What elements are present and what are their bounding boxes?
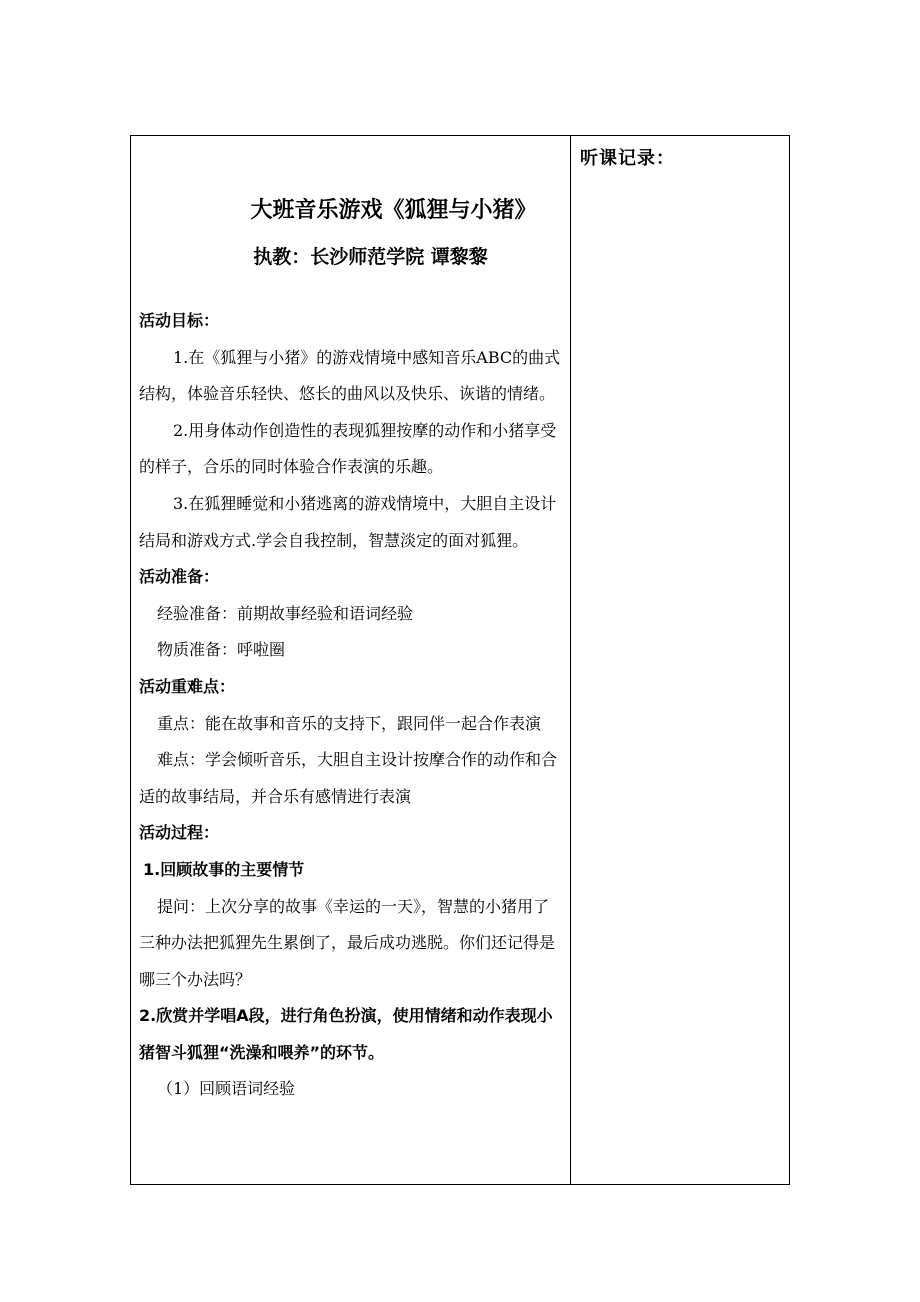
page-title: 大班音乐游戏《狐狸与小猪》 <box>250 198 537 223</box>
key-point: 重点：能在故事和音乐的支持下，跟同伴一起合作表演 <box>157 713 542 733</box>
step-1-text: 提问：上次分享的故事《幸运的一天》，智慧的小猪用了三种办法把狐狸先生累倒了，最后成功逃脱。你们还记得是哪三个办法吗？ <box>139 896 556 989</box>
step-2-title: 2.欣赏并学唱A段，进行角色扮演，使用情绪和动作表现小猪智斗狐狸“洗澡和喂养”的环节。 <box>139 1006 553 1062</box>
record-label: 听课记录： <box>580 148 675 169</box>
step-2-sub-1: （1）回顾语词经验 <box>157 1079 296 1099</box>
goal-3: 3.在狐狸睡觉和小猪逃离的游戏情境中，大胆自主设计结局和游戏方式.学会自我控制，智慧淡定的面对狐狸。 <box>139 493 557 550</box>
process-heading: 活动过程： <box>139 823 220 843</box>
lesson-table <box>130 135 790 1185</box>
step-1-title: 1.回顾故事的主要情节 <box>143 859 305 879</box>
lesson-body <box>139 303 564 1108</box>
record-notes-cell <box>571 136 789 1184</box>
prep-experience: 经验准备：前期故事经验和语词经验 <box>157 603 414 623</box>
key-points-heading: 活动重难点： <box>139 676 236 696</box>
prep-materials: 物质准备：呼啦圈 <box>157 640 286 660</box>
difficult-point: 难点：学会倾听音乐，大胆自主设计按摩合作的动作和合适的故事结局，并合乐有感情进行表演 <box>139 750 558 806</box>
goal-1: 1.在《狐狸与小猪》的游戏情境中感知音乐ABC的曲式结构，体验音乐轻快、悠长的曲风以及快乐、诙谐的情绪。 <box>139 347 561 404</box>
instructor-line: 执教：长沙师范学院 谭黎黎 <box>253 246 488 268</box>
lesson-content-cell <box>131 136 570 1184</box>
goal-2: 2.用身体动作创造性的表现狐狸按摩的动作和小猪享受的样子，合乐的同时体验合作表演的乐趣。 <box>139 420 557 477</box>
goals-heading: 活动目标： <box>139 311 220 330</box>
prep-heading: 活动准备： <box>139 567 220 587</box>
